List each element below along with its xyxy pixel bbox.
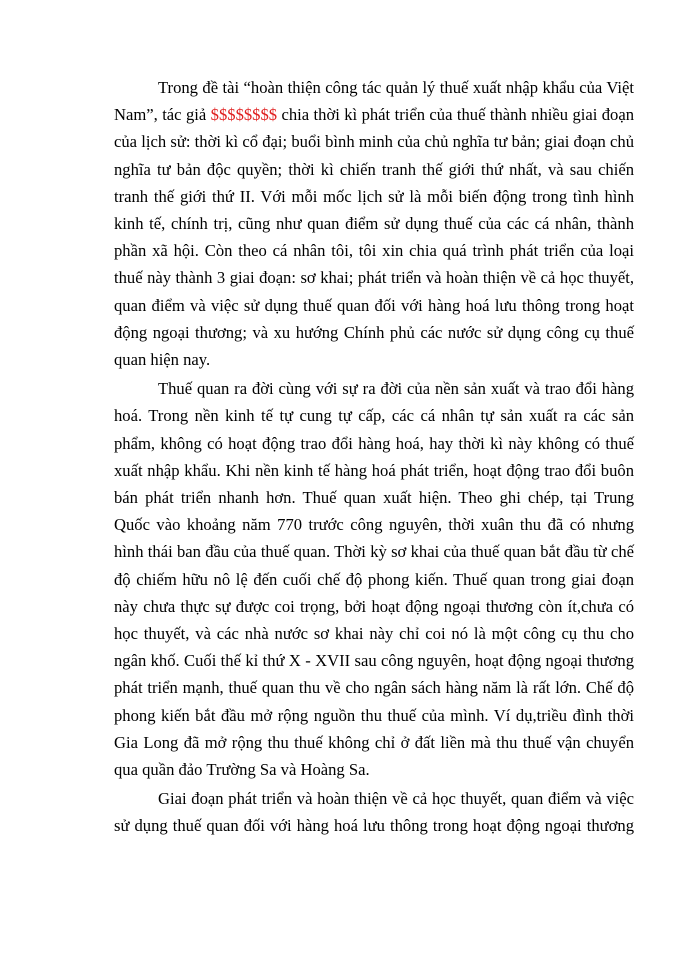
paragraph-1: [114, 74, 634, 373]
redacted-author-name: $$$$$$$$: [210, 105, 278, 125]
document-page: [114, 74, 634, 842]
paragraph-1-text-after: chia thời kì phát triển của thuế thành nhiều giai đoạn của lịch sử: thời kì cổ đại; buổi bình minh của chủ nghĩa tư bản; giai đoạn chủ nghĩa tư bản độc quyền; thời kì chiến tranh thế giới thứ nhất, và sau chiến tranh thế giới thứ II. Với mỗi mốc lịch sử là mỗi biến động trong tình hình kinh tế, chính trị, cũng như quan điểm sử dụng thuế của các cá nhân, thành phần xã hội. Còn theo cá nhân tôi, tôi xin chia quá trình phát triển của loại thuế này thành 3 giai đoạn: sơ khai; phát triển và hoàn thiện về cả học thuyết, quan điểm và việc sử dụng thuế quan đối với hàng hoá lưu thông trong hoạt động ngoại thương; và xu hướng Chính phủ các nước sử dụng công cụ thuế quan hiện nay.: [114, 105, 635, 370]
paragraph-2: Thuế quan ra đời cùng với sự ra đời của nền sản xuất và trao đổi hàng hoá. Trong nền kinh tế tự cung tự cấp, các cá nhân tự sản xuất ra các sản phẩm, không có hoạt động trao đổi hàng hoá, hay thời kì này không có thuế xuất nhập khẩu. Khi nền kinh tế hàng hoá phát triển, hoạt động trao đổi buôn bán phát triển nhanh hơn. Thuế quan xuất hiện. Theo ghi chép, tại Trung Quốc vào khoảng năm 770 trước công nguyên, thời xuân thu đã có nhưng hình thái ban đầu của thuế quan. Thời kỳ sơ khai của thuế quan bắt đầu từ chế độ chiếm hữu nô lệ đến cuối chế độ phong kiến. Thuế quan trong giai đoạn này chưa thực sự được coi trọng, bởi hoạt động ngoại thương còn ít,chưa có học thuyết, và các nhà nước sơ khai này chỉ coi nó là một công cụ thu cho ngân khố. Cuối thế kỉ thứ X - XVII sau công nguyên, hoạt động ngoại thương phát triển mạnh, thuế quan thu về cho ngân sách hàng năm là rất lớn. Chế độ phong kiến bắt đầu mở rộng nguồn thu thuế của mình. Ví dụ,triều đình thời Gia Long đã mở rộng thu thuế không chỉ ở đất liền mà thu thuế vận chuyển qua quần đảo Trường Sa và Hoàng Sa.: [114, 379, 634, 780]
paragraph-3: Giai đoạn phát triển và hoàn thiện về cả học thuyết, quan điểm và việc sử dụng thuế quan đối với hàng hoá lưu thông trong hoạt động ngoại thương: [114, 789, 634, 836]
paragraph-1-text-before: Trong đề tài “hoàn thiện công tác quản lý thuế xuất nhập khẩu của Việt Nam”, tác giả: [114, 78, 634, 125]
